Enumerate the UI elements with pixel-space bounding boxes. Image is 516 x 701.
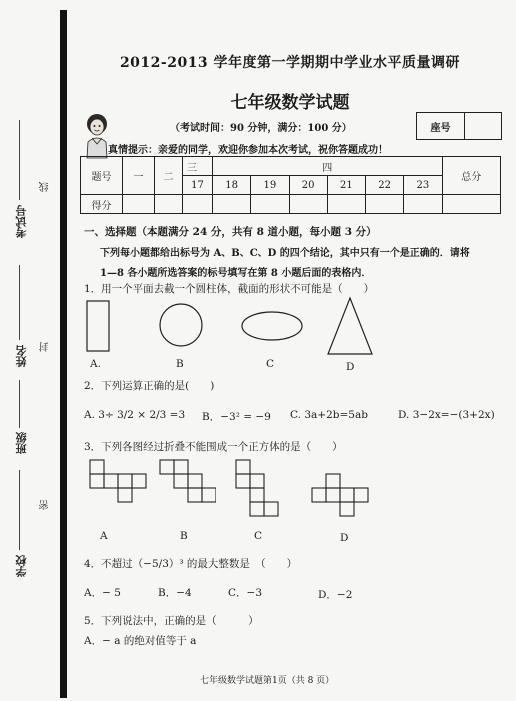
margin-exam-no-line xyxy=(19,120,20,200)
margin-class-line xyxy=(19,380,20,428)
page-footer: 七年级数学试题第1页（共 8 页） xyxy=(200,676,335,686)
binding-spine xyxy=(60,10,67,698)
score-qnum: 23 xyxy=(404,176,442,195)
section1-instr-2: 1—8 各小题所选答案的标号填写在第 8 小题后面的表格内． xyxy=(100,268,372,279)
seal-char-mi: 密 xyxy=(40,500,51,510)
question-1: 1．用一个平面去截一个圆柱体，截面的形状不可能是（ ） xyxy=(84,283,375,295)
q2-option-d: D. 3−2x=−(3+2x) xyxy=(398,409,495,421)
seal-char-xian: 线 xyxy=(40,182,51,192)
score-qnum: 17 xyxy=(183,176,213,195)
cube-net-a xyxy=(88,458,148,518)
score-qnum: 20 xyxy=(289,176,327,195)
q2-option-b: B．−3² = −9 xyxy=(202,411,271,423)
exam-title: 2012-2013 学年度第一学期期中学业水平质量调研 xyxy=(119,55,461,71)
q1-option-b: B xyxy=(176,358,184,370)
q4-option-c: C．−3 xyxy=(228,587,263,599)
cube-net-b xyxy=(158,458,216,518)
score-header-2: 二 xyxy=(155,157,183,195)
score-qnum: 21 xyxy=(327,176,365,195)
q1-option-d: D xyxy=(346,361,355,373)
score-header-total: 总分 xyxy=(442,157,501,195)
ellipse-shape xyxy=(240,310,304,342)
rectangle-shape xyxy=(86,300,110,352)
q2-option-a: A. 3÷ 3/2 × 2/3 =3 xyxy=(84,409,186,421)
seal-char-feng: 封 xyxy=(40,342,51,352)
score-cell[interactable] xyxy=(155,195,183,214)
q1-option-a: A. xyxy=(90,358,101,370)
score-header-qno: 题号 xyxy=(81,157,123,195)
score-cell[interactable] xyxy=(123,195,155,214)
margin-name-label: 姓名 xyxy=(15,345,28,367)
q2-option-c: C. 3a+2b=5ab xyxy=(290,409,368,421)
q3-option-b: B xyxy=(180,530,188,542)
score-cell[interactable] xyxy=(366,195,404,214)
q5-option-a: A．− a 的绝对值等于 a xyxy=(84,635,197,647)
exam-subtitle: 七年级数学试题 xyxy=(230,93,350,113)
q3-option-c: C xyxy=(254,530,263,542)
section1-instr-1: 下列每小题都给出标号为 A、B、C、D 的四个结论，其中只有一个是正确的．请将 xyxy=(100,248,470,259)
score-row-label: 得分 xyxy=(81,195,123,214)
q3-option-d: D xyxy=(340,532,349,544)
seat-input[interactable] xyxy=(465,113,501,139)
question-2: 2．下列运算正确的是( ) xyxy=(84,380,215,392)
q1-option-c: C xyxy=(266,358,275,370)
margin-school-label: 学校 xyxy=(15,555,28,577)
cube-net-d xyxy=(310,472,372,520)
score-cell[interactable] xyxy=(183,195,213,214)
margin-exam-no-label: 考试号 xyxy=(15,205,28,238)
score-header-1: 一 xyxy=(123,157,155,195)
score-cell[interactable] xyxy=(289,195,327,214)
cube-net-c xyxy=(234,458,284,520)
q4-option-b: B．−4 xyxy=(158,587,192,599)
score-cell[interactable] xyxy=(404,195,442,214)
seat-label: 座号 xyxy=(417,113,465,139)
score-cell[interactable] xyxy=(442,195,501,214)
section1-heading: 一、选择题（本题满分 24 分，共有 8 道小题，每小题 3 分） xyxy=(84,226,377,238)
score-header-3: 三 xyxy=(183,157,213,176)
q3-option-a: A xyxy=(100,530,108,542)
margin-class-label: 班级 xyxy=(15,432,28,454)
seat-number-box xyxy=(416,112,502,140)
circle-shape xyxy=(158,302,204,348)
score-cell[interactable] xyxy=(327,195,365,214)
score-cell[interactable] xyxy=(213,195,251,214)
q4-option-d: D．−2 xyxy=(318,589,353,601)
exam-info: （考试时间：90 分钟，满分：100 分） xyxy=(170,123,352,134)
margin-school-line xyxy=(19,470,20,550)
warm-tip: 真情提示：亲爱的同学，欢迎你参加本次考试，祝你答题成功！ xyxy=(108,145,388,156)
score-qnum: 19 xyxy=(251,176,289,195)
triangle-shape xyxy=(326,296,374,356)
question-3: 3．下列各图经过折叠不能围成一个正方体的是（ ） xyxy=(84,441,343,453)
score-table xyxy=(80,156,501,214)
margin-name-line xyxy=(19,265,20,340)
q4-option-a: A．− 5 xyxy=(84,587,121,599)
question-4: 4．不超过（−5/3）³ 的最大整数是 （ ） xyxy=(84,558,298,570)
score-qnum: 18 xyxy=(213,176,251,195)
question-5: 5．下列说法中，正确的是（ ） xyxy=(84,615,259,627)
score-cell[interactable] xyxy=(251,195,289,214)
score-qnum: 22 xyxy=(366,176,404,195)
score-header-4: 四 xyxy=(213,157,443,176)
